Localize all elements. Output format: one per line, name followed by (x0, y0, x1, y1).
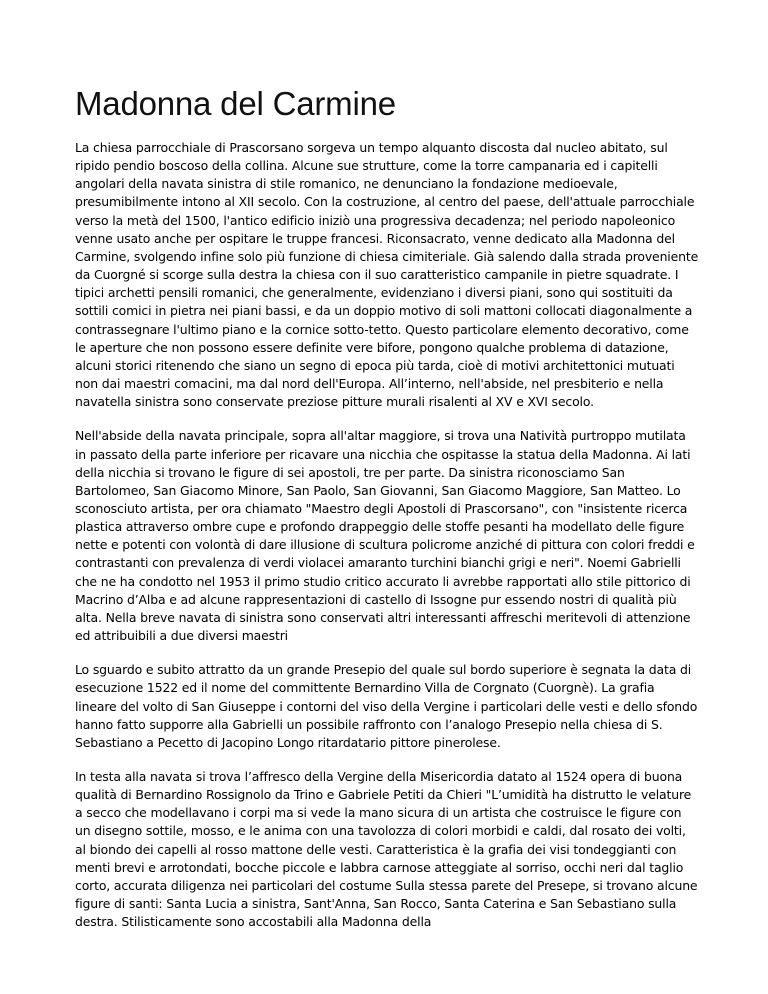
document-page (75, 0, 699, 931)
paragraph-apse: Nell'abside della navata principale, sopra all'altar maggiore, si trova una Natività purtroppo mutilata in passato della parte inferiore per ricavare una nicchia che ospitasse la statua della Madonna. Ai lati della nicchia si trovano le figure di sei apostoli, tre per parte. Da sinistra riconosciamo San Bartolomeo, San Giacomo Minore, San Paolo, San Giovanni, San Giacomo Maggiore, San Matteo. Lo sconosciuto artista, per ora chiamato "Maestro degli Apostoli di Prascorsano", con "insistente ricerca plastica attraverso ombre cupe e profondo drappeggio delle stoffe pesanti ha modellato delle figure nette e potenti con volontà di dare illusione di scultura policrome anziché di pittura con colori freddi e contrastanti con prevalenza di verdi violacei amaranto turchini bianchi grigi e neri". Noemi Gabrielli che ne ha condotto nel 1953 il primo studio critico accurato li avrebbe rapportati allo stile pittorico di Macrino d’Alba e ad alcune rappresentazioni di castello di Issogne pur essendo nostri di qualità più alta. Nella breve navata di sinistra sono conservati altri interessanti affreschi meritevoli di attenzione ed attribuibili a due diversi maestri (75, 428, 695, 644)
paragraph-history: La chiesa parrocchiale di Prascorsano sorgeva un tempo alquanto discosta dal nucleo abitato, sul ripido pendio boscoso della collina. Alcune sue strutture, come la torre campanaria ed i capitelli angolari della navata sinistra di stile romanico, ne denunciano la fondazione medioevale, presumibilmente intono al XII secolo. Con la costruzione, al centro del paese, dell'attuale parrocchiale verso la metà del 1500, l'antico edificio iniziò una progressiva decadenza; nel periodo napoleonico venne usato anche per ospitare le truppe francesi. Riconsacrato, venne dedicato alla Madonna del Carmine, svolgendo infine solo più funzione di chiesa cimiteriale. Già salendo dalla strada proveniente da Cuorgné si scorge sulla destra la chiesa con il suo caratteristico campanile in pietre squadrate. I tipici archetti pensili romanici, che generalmente, evidenziano i diversi piani, sono qui sostituiti da sottili comici in pietra nei piani bassi, e da un doppio motivo di soli mattoni collocati diagonalmente a contrassegnare l'ultimo piano e la cornice sotto-tetto. Questo particolare elemento decorativo, come le aperture che non possono essere definite vere bifore, pongono qualche problema di datazione, alcuni storici ritenendo che siano un segno di epoca più tarda, cioè di motivi architettonici mutuati non dai maestri comacini, ma dal nord dell'Europa. All’interno, nell'abside, nel presbiterio e nella navatella sinistra sono conservate preziose pitture murali risalenti al XV e XVI secolo. (75, 140, 699, 410)
page-title: Madonna del Carmine (75, 85, 396, 122)
paragraph-misericordia: In testa alla navata si trova l’affresco della Vergine della Misericordia datato al 1524 opera di buona qualità di Bernardino Rossignolo da Trino e Gabriele Petiti da Chieri "L’umidità ha distrutto le velature a secco che modellavano i corpi ma si vede la mano sicura di un artista che costruisce le figure con un disegno sottile, mosso, e le anima con una tavolozza di colori morbidi e caldi, dal rosato dei volti, al biondo dei capelli al rosso mattone delle vesti. Caratteristica è la grafia dei visi tondeggianti con menti brevi e arrotondati, bocche piccole e labbra carnose atteggiate al sorriso, occhi neri dal taglio corto, accurata diligenza nei particolari del costume Sulla stessa parete del Presepe, si trovano alcune figure di santi: Santa Lucia a sinistra, Sant'Anna, San Rocco, Santa Caterina e San Sebastiano sulla destra. Stilisticamente sono accostabili alla Madonna della (75, 769, 698, 930)
paragraph-presepio: Lo sguardo e subito attratto da un grande Presepio del quale sul bordo superiore è segnata la data di esecuzione 1522 ed il nome del committente Bernardino Villa de Corgnato (Cuorgnè). La grafia lineare del volto di San Giuseppe i contorni del viso della Vergine i particolari delle vesti e dello sfondo hanno fatto supporre alla Gabrielli un possibile raffronto con l’analogo Presepio nella chiesa di S. Sebastiano a Pecetto di Jacopino Longo ritardatario pittore pinerolese. (75, 662, 698, 750)
